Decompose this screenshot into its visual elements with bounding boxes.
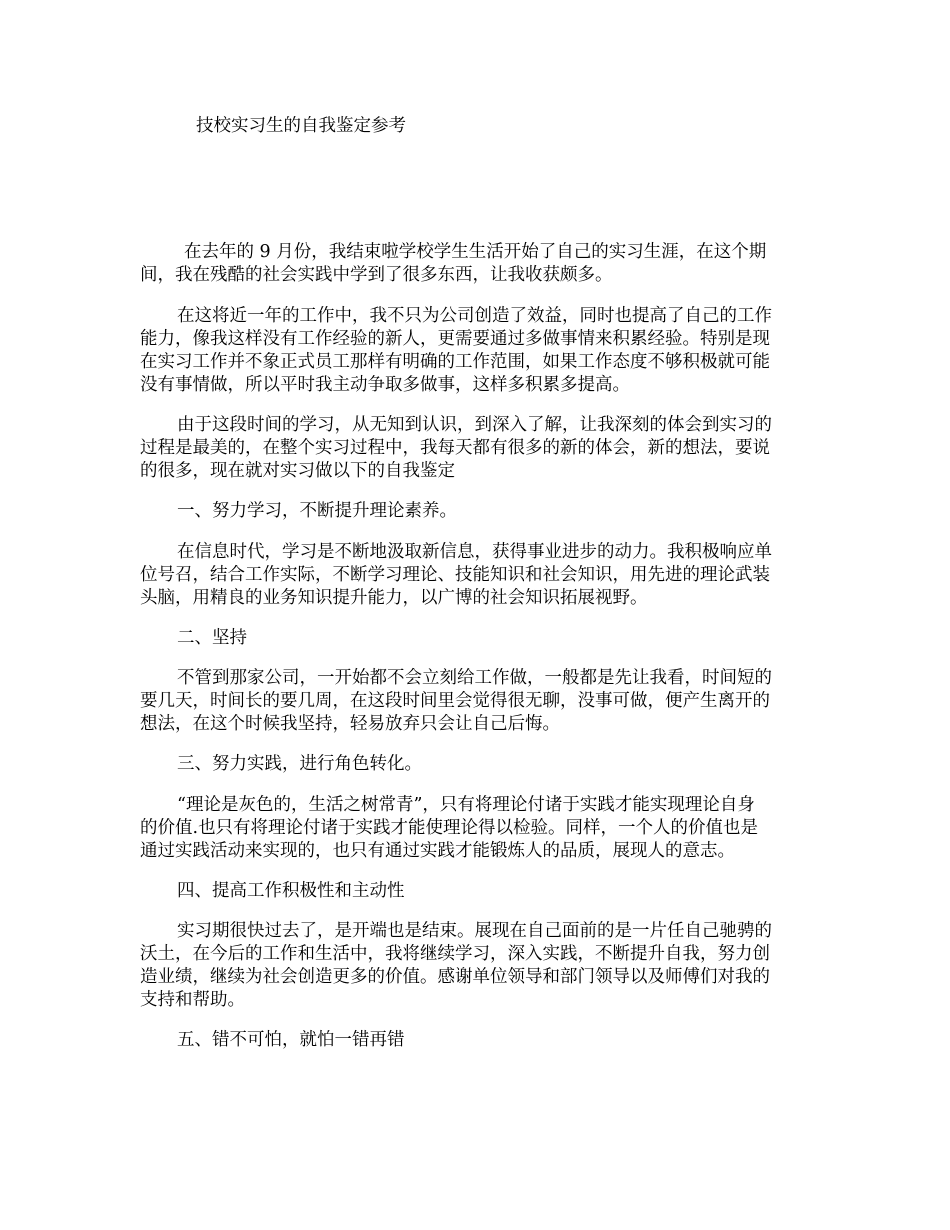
paragraph-line: 想法，在这个时候我坚持，轻易放弃只会让自己后悔。 — [140, 714, 560, 734]
section-heading: 三、努力实践，进行角色转化。 — [177, 754, 422, 774]
paragraph-line: “理论是灰色的，生活之树常青”，只有将理论付诸于实践才能实现理论自身 — [177, 795, 755, 815]
paragraph-line: 由于这段时间的学习，从无知到认识，到深入了解，让我深刻的体会到实习的 — [177, 415, 772, 435]
document-title: 技校实习生的自我鉴定参考 — [196, 116, 406, 136]
paragraph-line: 在这将近一年的工作中，我不只为公司创造了效益，同时也提高了自己的工作 — [177, 306, 772, 326]
paragraph-line: 没有事情做，所以平时我主动争取多做事，这样多积累多提高。 — [140, 375, 630, 395]
paragraph-line: 能力，像我这样没有工作经验的新人，更需要通过多做事情来积累经验。特别是现 — [140, 329, 770, 349]
section-heading: 四、提高工作积极性和主动性 — [177, 881, 405, 901]
paragraph-line: 位号召，结合工作实际，不断学习理论、技能知识和社会知识，用先进的理论武装 — [140, 565, 770, 585]
paragraph-line: 在实习工作并不象正式员工那样有明确的工作范围，如果工作态度不够积极就可能 — [140, 352, 770, 372]
paragraph-line: 实习期很快过去了，是开端也是结束。展现在自己面前的是一片任自己驰骋的 — [177, 921, 772, 941]
paragraph-line: 在信息时代，学习是不断地汲取新信息，获得事业进步的动力。我积极响应单 — [177, 542, 772, 562]
paragraph-line: 间，我在残酷的社会实践中学到了很多东西，让我收获颇多。 — [140, 265, 613, 285]
paragraph-line: 的价值.也只有将理论付诸于实践才能使理论得以检验。同样，一个人的价值也是 — [140, 818, 759, 838]
section-heading: 五、错不可怕，就怕一错再错 — [177, 1030, 405, 1050]
paragraph-line: 支持和帮助。 — [140, 990, 245, 1010]
paragraph-line: 沃土，在今后的工作和生活中，我将继续学习，深入实践，不断提升自我，努力创 — [140, 944, 770, 964]
section-heading: 一、努力学习，不断提升理论素养。 — [177, 501, 457, 521]
paragraph-line: 的很多，现在就对实习做以下的自我鉴定 — [140, 461, 455, 481]
paragraph-line: 头脑，用精良的业务知识提升能力，以广博的社会知识拓展视野。 — [140, 588, 648, 608]
paragraph-line: 在去年的 9 月份，我结束啦学校学生生活开始了自己的实习生涯，在这个期 — [184, 242, 767, 262]
paragraph-line: 通过实践活动来实现的，也只有通过实践才能锻炼人的品质，展现人的意志。 — [140, 841, 735, 861]
paragraph-line: 不管到那家公司，一开始都不会立刻给工作做，一般都是先让我看，时间短的 — [177, 668, 772, 688]
paragraph-line: 要几天，时间长的要几周，在这段时间里会觉得很无聊，没事可做，便产生离开的 — [140, 691, 770, 711]
paragraph-line: 过程是最美的，在整个实习过程中，我每天都有很多的新的体会，新的想法，要说 — [140, 438, 770, 458]
section-heading: 二、坚持 — [177, 628, 247, 648]
paragraph-line: 造业绩，继续为社会创造更多的价值。感谢单位领导和部门领导以及师傅们对我的 — [140, 967, 770, 987]
